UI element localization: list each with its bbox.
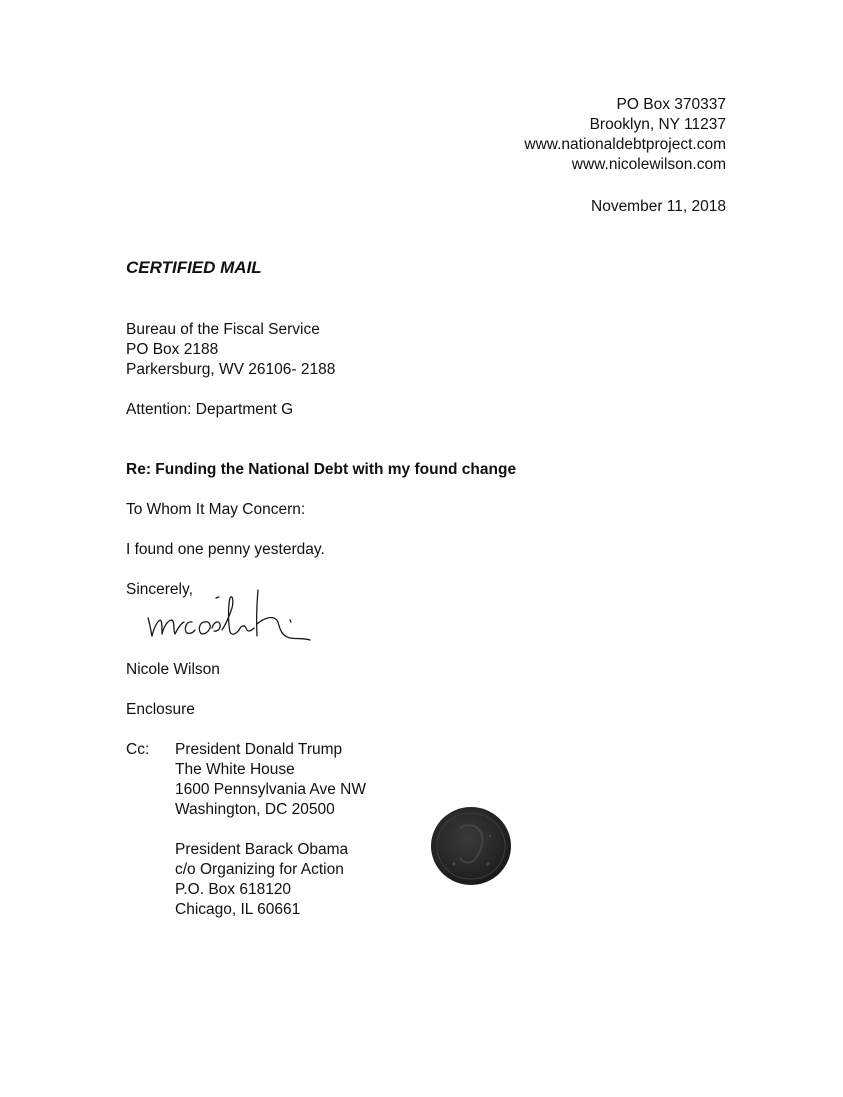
cc-recipient — [175, 740, 366, 820]
cc-line: Washington, DC 20500 — [175, 801, 335, 818]
cc-line: The White House — [175, 761, 295, 778]
closing: Sincerely, — [126, 581, 193, 598]
signer-name: Nicole Wilson — [126, 661, 220, 678]
certified-mail-heading: CERTIFIED MAIL — [126, 258, 262, 277]
recipient-line: PO Box 2188 — [126, 341, 219, 358]
sender-line: PO Box 370337 — [616, 96, 726, 113]
letter-date: November 11, 2018 — [591, 198, 726, 215]
penny-coin-image — [430, 806, 512, 886]
cc-recipient — [175, 840, 348, 920]
cc-line: President Donald Trump — [175, 741, 343, 758]
cc-line: c/o Organizing for Action — [175, 861, 344, 878]
sender-line: www.nicolewilson.com — [571, 156, 726, 173]
sender-line: Brooklyn, NY 11237 — [589, 116, 726, 133]
sender-address — [524, 95, 726, 175]
cc-line: P.O. Box 618120 — [175, 881, 292, 898]
attention-line: Attention: Department G — [126, 401, 294, 418]
recipient-line: Bureau of the Fiscal Service — [126, 321, 320, 338]
cc-line: 1600 Pennsylvania Ave NW — [175, 781, 366, 798]
recipient-address — [126, 320, 335, 380]
salutation: To Whom It May Concern: — [126, 501, 306, 518]
cc-line: President Barack Obama — [175, 841, 349, 858]
cc-line: Chicago, IL 60661 — [175, 901, 301, 918]
cc-label: Cc: — [126, 741, 150, 758]
subject-line: Re: Funding the National Debt with my found change — [126, 461, 517, 478]
sender-line: www.nationaldebtproject.com — [524, 136, 726, 153]
recipient-line: Parkersburg, WV 26106- 2188 — [126, 361, 336, 378]
handwritten-signature — [140, 584, 330, 654]
enclosure-label: Enclosure — [126, 701, 195, 718]
letter-body: I found one penny yesterday. — [126, 541, 325, 558]
